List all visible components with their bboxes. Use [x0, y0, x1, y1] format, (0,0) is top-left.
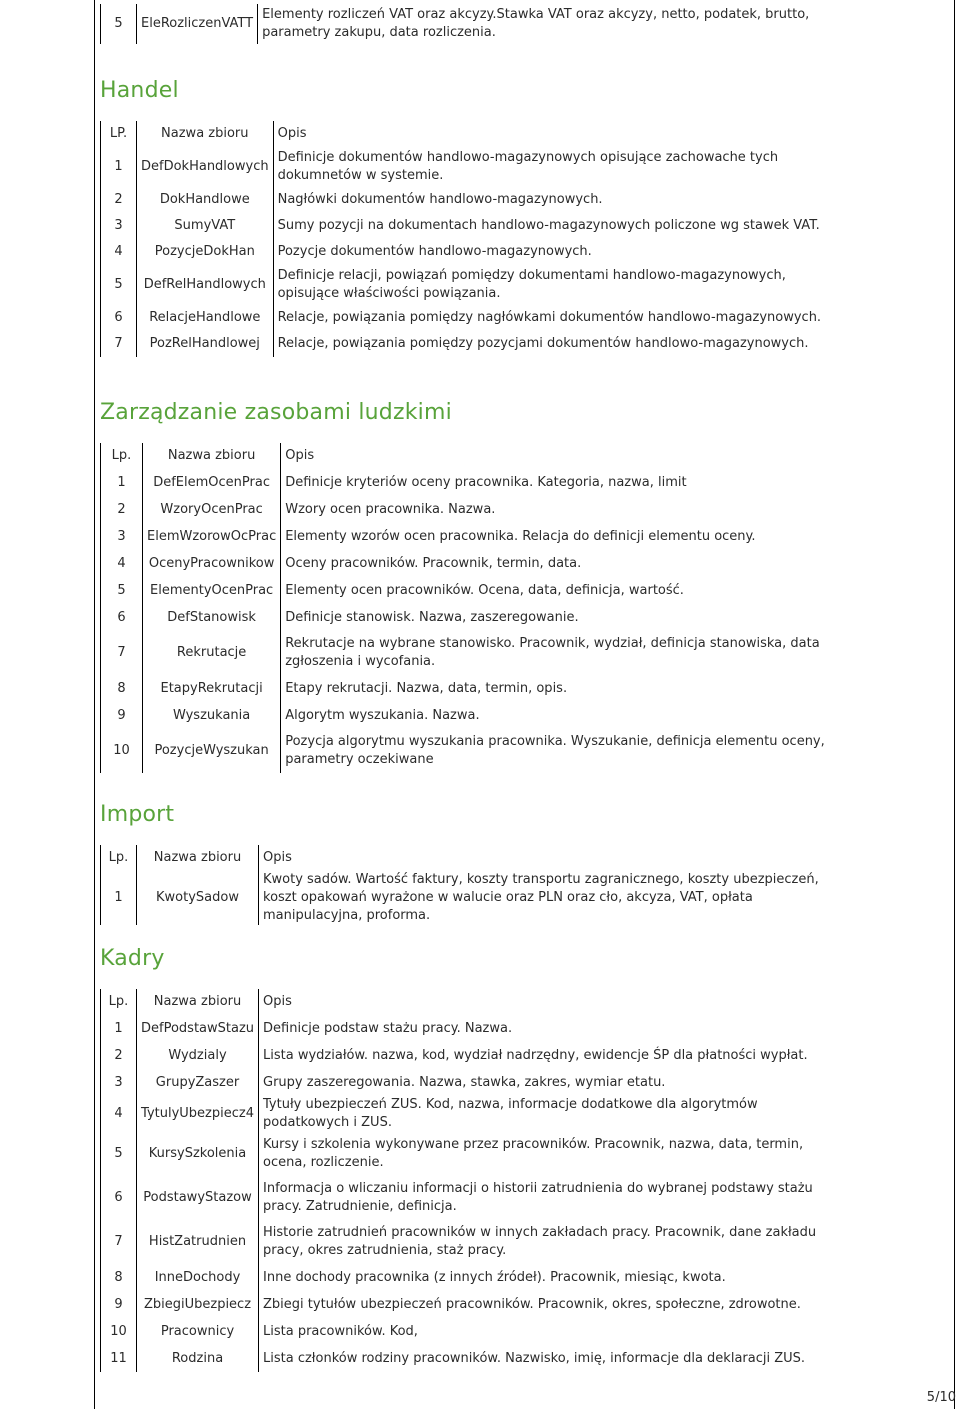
table-row [101, 1264, 839, 1291]
row-desc: Lista członków rodziny pracowników. Nazwisko, imię, informacje dla deklaracji ZUS. [263, 1350, 806, 1366]
row-lp: 11 [101, 1345, 137, 1372]
table-row [101, 1096, 839, 1132]
row-name: OcenyPracownikow [143, 550, 281, 577]
row-lp: 4 [101, 550, 143, 577]
header-desc: Opis [263, 850, 292, 865]
row-name: ZbiegiUbezpiecz [137, 1291, 259, 1318]
row-lp: 5 [101, 577, 143, 604]
row-name: PodstawyStazow [137, 1176, 259, 1220]
table-header-row [101, 989, 839, 1015]
row-desc: Pozycje dokumentów handlowo-magazynowych. [277, 244, 592, 259]
row-lp: 5 [101, 4, 137, 44]
row-desc: Definicje stanowisk. Nazwa, zaszeregowanie. [285, 609, 579, 625]
row-desc: Oceny pracowników. Pracownik, termin, data. [285, 555, 582, 571]
row-name: EtapyRekrutacji [143, 675, 281, 702]
table-row [101, 729, 851, 773]
row-desc: Kursy i szkolenia wykonywane przez pracowników. Pracownik, nazwa, data, termin, ocena, rozliczenie. [263, 1137, 804, 1170]
row-lp: 3 [101, 523, 143, 550]
table-row [101, 550, 851, 577]
row-lp: 10 [101, 1318, 137, 1345]
table-row [101, 523, 851, 550]
row-lp: 8 [101, 1264, 137, 1291]
top-continued-table [100, 4, 818, 44]
row-lp: 2 [101, 187, 137, 213]
header-lp: LP. [101, 121, 137, 147]
kadry-section [100, 946, 839, 1372]
table-row [101, 213, 844, 239]
row-name: RelacjeHandlowe [137, 305, 274, 331]
header-name: Nazwa zbioru [137, 121, 274, 147]
row-name: SumyVAT [137, 213, 274, 239]
row-desc: Sumy pozycji na dokumentach handlowo-magazynowych policzone wg stawek VAT. [277, 218, 820, 233]
row-lp: 1 [101, 871, 137, 925]
row-lp: 1 [101, 469, 143, 496]
row-name: EleRozliczenVATT [137, 4, 258, 44]
row-name: DefStanowisk [143, 604, 281, 631]
section-title-kadry: Kadry [100, 946, 165, 971]
row-name: WzoryOcenPrac [143, 496, 281, 523]
row-name: PozycjeWyszukan [143, 729, 281, 773]
page-right-border [954, 0, 955, 1409]
table-row [101, 604, 851, 631]
row-desc: Definicje podstaw stażu pracy. Nazwa. [263, 1020, 513, 1036]
table-header-row [101, 443, 851, 469]
import-section [100, 802, 839, 925]
header-lp: Lp. [101, 443, 143, 469]
row-desc: Inne dochody pracownika (z innych źródeł). Pracownik, miesiąc, kwota. [263, 1269, 726, 1285]
row-lp: 5 [101, 265, 137, 305]
top-continued-section [100, 4, 818, 44]
table-row [101, 239, 844, 265]
row-name: Rekrutacje [143, 631, 281, 675]
row-desc: Rekrutacje na wybrane stanowisko. Pracownik, wydział, definicja stanowiska, data zgłoszenia i wycofania. [285, 636, 820, 669]
table-header-row [101, 121, 844, 147]
table-row [101, 577, 851, 604]
row-name: Rodzina [137, 1345, 259, 1372]
table-row [101, 675, 851, 702]
row-lp: 7 [101, 631, 143, 675]
table-row [101, 496, 851, 523]
table-row [101, 702, 851, 729]
table-row [101, 4, 818, 44]
row-desc: Pozycja algorytmu wyszukania pracownika. Wyszukanie, definicja elementu oceny, parametry oczekiwane [285, 734, 825, 767]
row-lp: 7 [101, 331, 137, 357]
row-lp: 3 [101, 213, 137, 239]
row-name: PozycjeDokHan [137, 239, 274, 265]
table-row [101, 265, 844, 305]
row-desc: Definicje relacji, powiązań pomiędzy dokumentami handlowo-magazynowych, opisujące właściwości powiązania. [277, 268, 786, 301]
table-row [101, 1069, 839, 1096]
row-name: DokHandlowe [137, 187, 274, 213]
row-name: KwotySadow [137, 871, 259, 925]
row-desc: Lista pracowników. Kod, [263, 1323, 418, 1339]
row-lp: 9 [101, 702, 143, 729]
table-row [101, 1042, 839, 1069]
section-title-zzl: Zarządzanie zasobami ludzkimi [100, 400, 452, 425]
row-lp: 10 [101, 729, 143, 773]
row-lp: 1 [101, 1015, 137, 1042]
header-name: Nazwa zbioru [137, 845, 259, 871]
table-row [101, 305, 844, 331]
row-name: InneDochody [137, 1264, 259, 1291]
zzl-section [100, 400, 851, 773]
header-desc: Opis [263, 994, 292, 1009]
row-lp: 4 [101, 1096, 137, 1132]
row-desc: Informacja o wliczaniu informacji o historii zatrudnienia do wybranej podstawy stażu pracy. Zatrudnienie, definicja. [263, 1181, 813, 1214]
page-left-border [94, 0, 95, 1409]
row-name: PozRelHandlowej [137, 331, 274, 357]
row-name: DefRelHandlowych [137, 265, 274, 305]
row-desc: Elementy wzorów ocen pracownika. Relacja do definicji elementu oceny. [285, 528, 756, 544]
row-desc: Lista wydziałów. nazwa, kod, wydział nadrzędny, ewidencje ŚP dla płatności wypłat. [263, 1047, 808, 1063]
row-desc: Definicje dokumentów handlowo-magazynowych opisujące zachowache tych dokumnetów w systemie. [277, 150, 779, 183]
table-row [101, 1291, 839, 1318]
row-lp: 7 [101, 1220, 137, 1264]
row-name: TytulyUbezpiecz4 [137, 1096, 259, 1132]
row-lp: 3 [101, 1069, 137, 1096]
row-lp: 9 [101, 1291, 137, 1318]
row-desc: Wzory ocen pracownika. Nazwa. [285, 501, 496, 517]
header-desc: Opis [277, 126, 307, 141]
row-name: Wyszukania [143, 702, 281, 729]
row-desc: Historie zatrudnień pracowników w innych zakładach pracy. Pracownik, dane zakładu pracy, okres zatrudnienia, staż pracy. [263, 1225, 817, 1258]
row-name: Wydzialy [137, 1042, 259, 1069]
page-number: 5/10 [926, 1390, 956, 1405]
import-table [100, 845, 839, 925]
row-desc: Elementy rozliczeń VAT oraz akcyzy.Stawka VAT oraz akcyzy, netto, podatek, brutto, parametry zakupu, data rozliczenia. [262, 7, 810, 40]
table-row [101, 331, 844, 357]
kadry-table [100, 989, 839, 1372]
handel-section [100, 78, 844, 357]
row-name: DefDokHandlowych [137, 147, 274, 187]
table-row [101, 871, 839, 925]
section-title-import: Import [100, 802, 175, 827]
row-lp: 6 [101, 604, 143, 631]
table-row [101, 147, 844, 187]
table-row [101, 1318, 839, 1345]
row-desc: Relacje, powiązania pomiędzy nagłówkami dokumentów handlowo-magazynowych. [277, 310, 822, 325]
row-lp: 5 [101, 1132, 137, 1176]
table-row [101, 1015, 839, 1042]
table-row [101, 1176, 839, 1220]
row-lp: 8 [101, 675, 143, 702]
row-desc: Definicje kryteriów oceny pracownika. Kategoria, nazwa, limit [285, 474, 687, 490]
handel-table [100, 121, 844, 357]
row-desc: Kwoty sadów. Wartość faktury, koszty transportu zagranicznego, koszty ubezpieczeń, koszt opakowań wyrażone w walucie oraz PLN oraz cło, akcyza, VAT, opłata manipulacyjna, proforma. [263, 872, 819, 923]
row-lp: 6 [101, 305, 137, 331]
header-lp: Lp. [101, 845, 137, 871]
table-row [101, 1345, 839, 1372]
row-desc: Relacje, powiązania pomiędzy pozycjami dokumentów handlowo-magazynowych. [277, 336, 809, 351]
row-desc: Algorytm wyszukania. Nazwa. [285, 707, 480, 723]
row-name: Pracownicy [137, 1318, 259, 1345]
row-lp: 1 [101, 147, 137, 187]
row-lp: 2 [101, 496, 143, 523]
header-desc: Opis [285, 448, 315, 463]
zzl-table [100, 443, 851, 773]
row-lp: 6 [101, 1176, 137, 1220]
row-name: ElementyOcenPrac [143, 577, 281, 604]
row-desc: Tytuły ubezpieczeń ZUS. Kod, nazwa, informacje dodatkowe dla algorytmów podatkowych i ZUS. [263, 1097, 758, 1130]
row-lp: 2 [101, 1042, 137, 1069]
row-name: GrupyZaszer [137, 1069, 259, 1096]
row-desc: Etapy rekrutacji. Nazwa, data, termin, opis. [285, 680, 568, 696]
row-name: KursySzkolenia [137, 1132, 259, 1176]
section-title-handel: Handel [100, 78, 179, 103]
table-row [101, 1220, 839, 1264]
header-name: Nazwa zbioru [137, 989, 259, 1015]
table-row [101, 631, 851, 675]
row-desc: Zbiegi tytułów ubezpieczeń pracowników. Pracownik, okres, społeczne, zdrowotne. [263, 1296, 801, 1312]
row-lp: 4 [101, 239, 137, 265]
row-desc: Elementy ocen pracowników. Ocena, data, definicja, wartość. [285, 582, 684, 598]
header-name: Nazwa zbioru [143, 443, 281, 469]
row-name: HistZatrudnien [137, 1220, 259, 1264]
row-name: DefElemOcenPrac [143, 469, 281, 496]
table-row [101, 187, 844, 213]
row-desc: Grupy zaszeregowania. Nazwa, stawka, zakres, wymiar etatu. [263, 1074, 666, 1090]
row-name: ElemWzorowOcPrac [143, 523, 281, 550]
row-desc: Nagłówki dokumentów handlowo-magazynowych. [277, 192, 603, 207]
table-header-row [101, 845, 839, 871]
header-lp: Lp. [101, 989, 137, 1015]
table-row [101, 469, 851, 496]
row-name: DefPodstawStazu [137, 1015, 259, 1042]
table-row [101, 1132, 839, 1176]
